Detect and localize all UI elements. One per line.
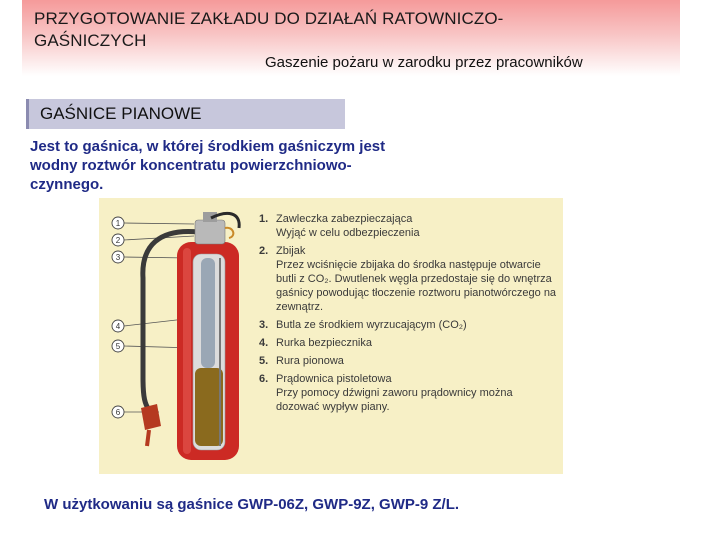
slide-title: PRZYGOTOWANIE ZAKŁADU DO DZIAŁAŃ RATOWNICZO-GAŚNICZYCH [34, 9, 504, 50]
callout-label-6: 6 [115, 408, 121, 417]
callout-label-3: 3 [115, 253, 121, 262]
section-title: GAŚNICE PIANOWE [40, 104, 202, 123]
footer-text: W użytkowaniu są gaśnice GWP-06Z, GWP-9Z, GWP-9 Z/L. [44, 496, 460, 513]
legend-heading: Butla ze środkiem wyrzucającym (CO₂) [276, 319, 467, 331]
legend-heading: Rura pionowa [276, 355, 344, 367]
legend-item-6 [259, 372, 559, 414]
legend-heading: Zawleczka zabezpieczająca [276, 213, 413, 225]
legend-item-2 [259, 244, 559, 314]
legend-item-4 [259, 336, 559, 350]
callout-circles [112, 217, 124, 418]
legend-number: 1. [259, 213, 269, 225]
extinguisher-head [195, 220, 225, 244]
callout-label-5: 5 [115, 342, 121, 351]
legend-number: 2. [259, 245, 269, 257]
legend-heading: Prądownica pistoletowa [276, 373, 392, 385]
legend-heading: Zbijak [276, 245, 306, 257]
legend [259, 212, 559, 418]
co2-cartridge [201, 258, 215, 368]
callout-label-2: 2 [115, 236, 121, 245]
foam-concentrate [195, 368, 223, 446]
legend-detail: Przez wciśnięcie zbijaka do środka następuje otwarcie butli z CO₂. Dwutlenek węgla przedostaje się do wnętrza gaśnicy powodując tłoczenie roztworu pianotwórczego na zewnątrz. [276, 259, 557, 313]
legend-detail: Wyjąć w celu odbezpieczenia [276, 227, 420, 239]
callout-label-4: 4 [115, 322, 121, 331]
legend-item-3 [259, 318, 559, 332]
safety-pin [225, 228, 233, 238]
legend-item-5 [259, 354, 559, 368]
legend-number: 3. [259, 319, 269, 331]
legend-heading: Rurka bezpiecznika [276, 337, 372, 349]
legend-detail: Przy pomocy dźwigni zaworu prądownicy można dozować wypływ piany. [276, 387, 513, 413]
description-text: Jest to gaśnica, w której środkiem gaśniczym jest wodny roztwór koncentratu powierzchniowo-czynnego. [30, 138, 386, 193]
legend-number: 5. [259, 355, 269, 367]
extinguisher-diagram [99, 198, 563, 474]
legend-number: 6. [259, 373, 269, 385]
nozzle [141, 404, 161, 430]
legend-number: 4. [259, 337, 269, 349]
legend-item-1 [259, 212, 559, 240]
callout-label-1: 1 [115, 219, 121, 228]
extinguisher-illustration [99, 198, 259, 474]
slide-subtitle: Gaszenie pożaru w zarodku przez pracowników [265, 54, 583, 71]
